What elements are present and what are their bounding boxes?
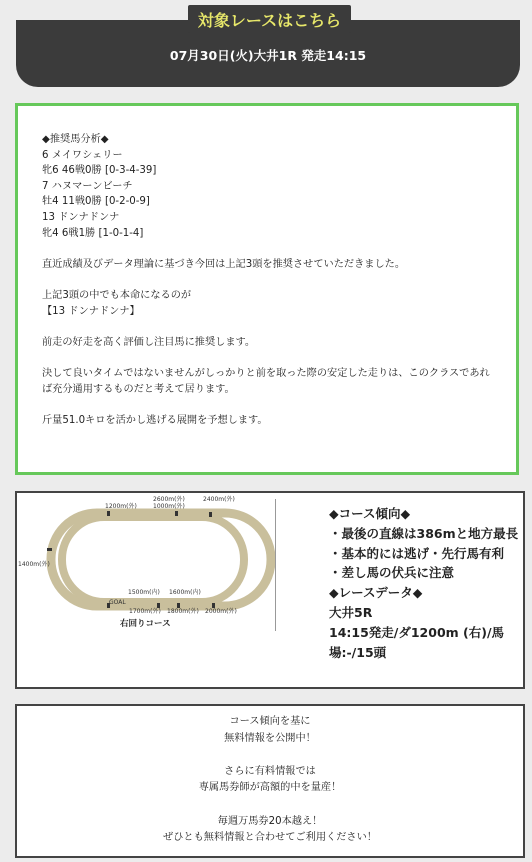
header-tab-label: 対象レースはこちら — [197, 10, 342, 30]
marker-label: 2600m(外) — [153, 496, 185, 503]
notice-line: 無料情報を公開中！ — [224, 732, 316, 744]
analysis-paragraph: 斤量51.0キロを活かし逃げる展開を予想します。 — [42, 414, 268, 426]
marker-label: 1500m(内) — [128, 589, 160, 596]
course-info-heading: ◆コース傾向◆ — [329, 506, 411, 521]
goal-label: GOAL — [109, 599, 126, 606]
analysis-box — [15, 103, 519, 475]
horse-line: 牡4 11戦0勝 [0-2-0-9] — [42, 196, 150, 208]
horse-line: 13 ドンナドンナ — [42, 211, 120, 223]
course-box — [15, 491, 525, 689]
marker-label: 1200m(外) — [105, 503, 137, 510]
race-data-line: 14:15発走/ダ1200m (右)/馬場:-/15頭 — [329, 624, 505, 660]
horse-line: 牝6 46戦0勝 [0-3-4-39] — [42, 165, 157, 177]
header-tab — [188, 5, 351, 33]
notice-line — [17, 747, 523, 764]
race-datetime: 07月30日(火)大井1R 発走14:15 — [169, 47, 367, 63]
marker-label: 1700m(外) — [129, 608, 161, 615]
marker-label: 2000m(外) — [205, 608, 237, 615]
course-info — [329, 504, 519, 662]
course-info-line: ・最後の直線は386mと地方最長 — [329, 525, 519, 541]
analysis-paragraph: 前走の好走を高く評価し注目馬に推奨します。 — [42, 336, 256, 348]
notice-line: ぜひとも無料情報と合わせてご利用ください！ — [163, 832, 377, 844]
horse-line: 牝4 6戦1勝 [1-0-1-4] — [42, 227, 144, 239]
analysis-paragraph: 直近成績及びデータ理論に基づき今回は上記3頭を推奨させていただきました。 — [42, 258, 406, 270]
marker-label: 1800m(外) — [167, 608, 199, 615]
course-info-line: ・基本的には逃げ・先行馬有利 — [329, 545, 505, 561]
horse-line: 6 メイワシェリー — [42, 149, 123, 161]
pick-horse: 【13 ドンナドンナ】 — [42, 305, 140, 317]
race-data-line: 大井5R — [329, 604, 373, 620]
analysis-paragraph: 上記3頭の中でも本命になるのが — [42, 289, 192, 301]
notice-line: 専属馬券師が高額的中を量産！ — [198, 782, 342, 794]
marker-label: 1600m(内) — [169, 589, 201, 596]
divider — [275, 499, 276, 631]
analysis-paragraph: 決して良いタイムではないませんがしっかりと前を取った際の安定した走りは、このクラスであれば充分通用するものだと考えて居ります。 — [42, 367, 490, 395]
analysis-title: ◆推奨馬分析◆ — [42, 134, 109, 145]
course-info-line: ・差し馬の伏兵に注意 — [329, 565, 455, 581]
notice-box — [15, 704, 525, 858]
race-data-heading: ◆レースデータ◆ — [329, 585, 423, 601]
notice-line: コース傾向を基に — [229, 716, 311, 727]
notice-line — [17, 797, 523, 814]
marker-label: 2400m(外) — [203, 496, 235, 503]
course-map — [17, 493, 275, 633]
course-name: OI RACECOURSE — [130, 555, 204, 564]
marker-label: 1400m(外) — [18, 561, 50, 568]
marker-label: 1000m(外) — [153, 503, 185, 510]
notice-line: さらに有料情報では — [224, 765, 316, 777]
notice-line: 毎週万馬券20本越え！ — [217, 815, 323, 827]
course-caption: 右回りコース — [120, 619, 171, 629]
horse-line: 7 ハヌマーンビーチ — [42, 180, 133, 192]
